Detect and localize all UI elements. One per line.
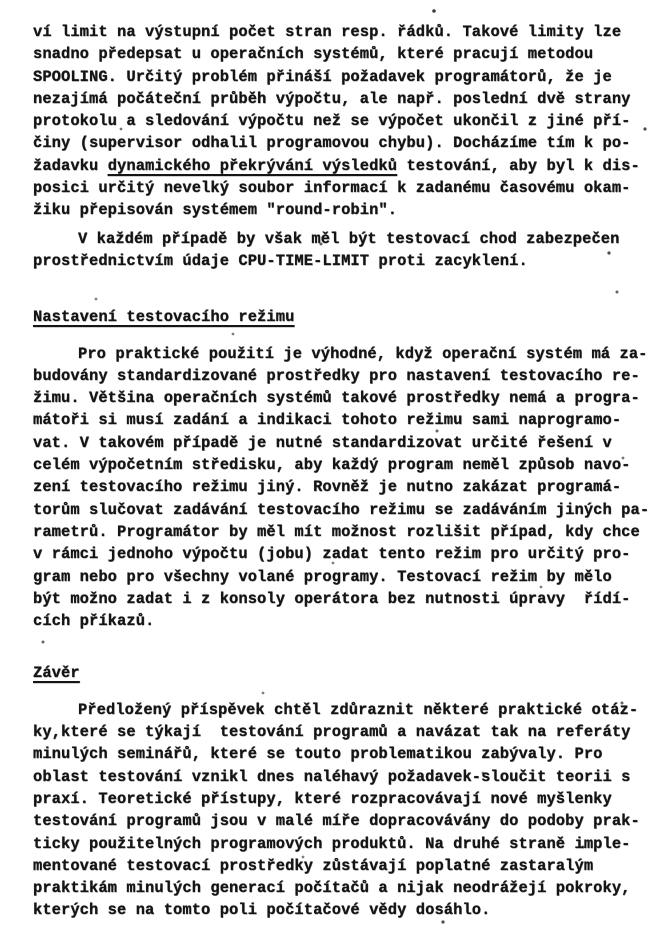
section-heading-zaver: Závěr [33, 664, 80, 683]
text-line: ky,které se týkají testování programů a navázat tak na referáty [33, 723, 631, 742]
text-line: protokolu a sledování výpočtu než se výpočet ukončil z jiné pří- [33, 112, 631, 131]
text-line: žimu. Většina operačních systémů takové prostředky nemá a progra- [33, 389, 640, 408]
text-segment: žadavku [33, 156, 108, 175]
text-line: testování programů jsou v malé míře dopracovávány do podoby prak- [33, 812, 640, 831]
text-line: zení testovacího režimu jiný. Rovněž je nutno zakázat programá- [33, 478, 622, 497]
text-line: minulých seminářů, které se touto problematikou zabývaly. Pro [33, 745, 603, 764]
text-line: mátoři si musí zadání a indikaci tohoto režimu sami naprogramo- [33, 411, 622, 430]
text-line: celém výpočetním středisku, aby každý program neměl způsob navo- [33, 456, 631, 475]
text-line: prostřednictvím údaje CPU-TIME-LIMIT proti zacyklení. [33, 251, 528, 270]
paragraph-nastaveni [33, 343, 650, 633]
section-heading-nastaveni: Nastavení testovacího režimu [33, 308, 295, 327]
text-line: nezajímá počáteční průběh výpočtu, ale např. poslední dvě strany [33, 89, 631, 108]
text-line: posici určitý nevelký soubor informací k zadanému časovému okam- [33, 179, 631, 198]
text-line: torům slučovat zadávání testovacího režimu se zadáváním jiných pa- [33, 500, 650, 519]
text-line: kterých se na tomto poli počítačové vědy dosáhlo. [33, 901, 491, 920]
text-line: cích příkazů. [33, 612, 155, 631]
text-line: v rámci jednoho výpočtu (jobu) zadat tento režim pro určitý pro- [33, 545, 631, 564]
paragraph-zaver [33, 699, 642, 922]
text-line [33, 155, 642, 177]
text-line: SPOOLING. Určitý problém přináší požadavek programátorů, že je [33, 67, 612, 86]
text-line: Předložený příspěvek chtěl zdůraznit některé praktické otáz- [78, 700, 639, 719]
text-line: být možno zadat i z konsoly operátora bez nutnosti úpravy řídí- [33, 589, 631, 608]
text-line: praxí. Teoretické přístupy, které rozpracovávají nové myšlenky [33, 789, 612, 808]
paragraph-cpu-time-limit [33, 228, 642, 273]
text-line: V každém případě by však měl být testovací chod zabezpečen [78, 229, 620, 248]
scan-noise [0, 0, 2, 2]
text-line: ví limit na výstupní počet stran resp. řádků. Takové limity lze [33, 23, 622, 41]
text-line: vat. V takovém případě je nutné standardizovat určité řešení v [33, 433, 612, 452]
paragraph-intro [33, 21, 642, 222]
text-line: praktikám minulých generací počítačů a nijak neodrážejí pokroky, [33, 879, 631, 898]
text-line: budovány standardizované prostředky pro nastavení testovacího re- [33, 366, 640, 385]
text-segment: testování, aby byl k dis- [397, 156, 640, 175]
text-line: Pro praktické použití je výhodné, když operační systém má za- [78, 344, 648, 363]
text-line: gram nebo pro všechny volané programy. Testovací režim by mělo [33, 567, 612, 586]
text-line: mentované testovací prostředky zůstávají poplatné zastaralým [33, 856, 594, 875]
text-line: žiku přepisován systémem "round-robin". [33, 201, 398, 220]
text-line: snadno předepsat u operačních systémů, které pracují metodou [33, 45, 594, 64]
text-line: ticky použitelných programových produktů. Na druhé straně imple- [33, 834, 631, 853]
text-line: rametrů. Programátor by měl mít možnost rozlišit případ, kdy chce [33, 522, 640, 541]
text-line: činy (supervisor odhalil programovou chybu). Docházíme tím k po- [33, 134, 631, 153]
underlined-phrase: dynamického překrývání výsledků [107, 156, 398, 175]
text-line: oblast testování vznikl dnes naléhavý požadavek-sloučit teorii s [33, 767, 631, 786]
